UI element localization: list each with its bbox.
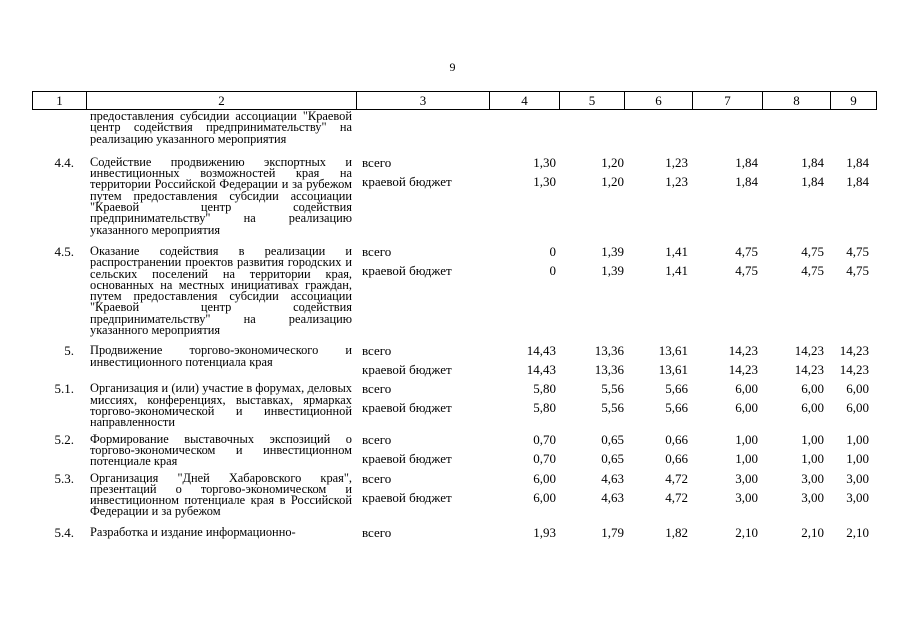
row-description: Формирование выставочных экспозиций о торгово-экономическом и инвестиционном потенциале края (90, 431, 352, 469)
value-column (830, 341, 877, 379)
amount-value: 0,70 (533, 450, 556, 466)
funding-source: всего (362, 243, 392, 259)
funding-source-column (356, 341, 489, 379)
amount-value: 5,66 (665, 381, 688, 397)
amount-value: 0 (549, 243, 556, 259)
budget-table (32, 91, 877, 542)
value-column (692, 523, 762, 542)
amount-value: 3,00 (735, 489, 758, 505)
amount-value: 4,63 (601, 489, 624, 505)
amount-value: 5,80 (533, 400, 556, 416)
row-number: 4.4. (54, 154, 74, 170)
amount-value: 14,23 (794, 343, 824, 359)
amount-value: 3,00 (846, 470, 869, 486)
row-number: 5.4. (54, 524, 74, 540)
funding-source: краевой бюджет (362, 489, 452, 505)
value-column (762, 523, 830, 542)
value-column (830, 430, 877, 468)
amount-value: 1,30 (533, 154, 556, 170)
amount-value: 4,75 (735, 262, 758, 278)
value-column (489, 523, 559, 542)
header-cell: 1 (32, 92, 86, 109)
value-column (692, 430, 762, 468)
header-cell: 7 (692, 92, 762, 109)
amount-value: 1,93 (533, 524, 556, 540)
amount-value: 2,10 (846, 524, 869, 540)
value-column (624, 341, 692, 379)
value-column (624, 523, 692, 542)
funding-source-column (356, 523, 489, 542)
row-number: 5.3. (54, 470, 74, 486)
value-column (489, 242, 559, 336)
amount-value: 5,66 (665, 400, 688, 416)
amount-value: 1,82 (665, 524, 688, 540)
amount-value: 4,75 (846, 262, 869, 278)
amount-value: 0,65 (601, 431, 624, 447)
amount-value: 3,00 (801, 489, 824, 505)
funding-source-column (356, 242, 489, 336)
value-column (692, 153, 762, 236)
header-cell: 3 (356, 92, 489, 109)
funding-source: всего (362, 343, 392, 359)
value-column (830, 379, 877, 428)
row-description: Оказание содействия в реализации и распространении проектов развития городских и сельских поселений на территории края, основанных на местных инициативах граждан, путем предоставления субсидии ассоциации "Краевой центр содействия предпринимательству" на реализацию указанного мероприятия (90, 243, 352, 338)
table-row (32, 242, 877, 341)
value-column (559, 469, 624, 518)
row-description: Организация и (или) участие в форумах, деловых миссиях, конференциях, выставках, ярмарках торгово-экономической и инвестиционной направленности (90, 381, 352, 430)
row-description: Содействие продвижению экспортных и инвестиционных возможностей края на территории Российской Федерации и за рубежом путем предоставления субсидии ассоциации "Краевой центр содействия предпринимательству" на реализацию указанного мероприятия (90, 154, 352, 237)
amount-value: 1,00 (801, 450, 824, 466)
amount-value: 14,43 (526, 362, 556, 378)
amount-value: 14,23 (794, 362, 824, 378)
amount-value: 1,23 (665, 154, 688, 170)
amount-value: 6,00 (801, 381, 824, 397)
row-number: 4.5. (54, 243, 74, 259)
amount-value: 14,43 (526, 343, 556, 359)
amount-value: 1,41 (665, 243, 688, 259)
value-column (624, 153, 692, 236)
value-column (559, 430, 624, 468)
amount-value: 1,39 (601, 262, 624, 278)
header-cell: 8 (762, 92, 830, 109)
amount-value: 3,00 (801, 470, 824, 486)
amount-value: 4,63 (601, 470, 624, 486)
amount-value: 1,39 (601, 243, 624, 259)
header-cell: 5 (559, 92, 624, 109)
row-number: 5.2. (54, 431, 74, 447)
amount-value: 13,61 (658, 343, 688, 359)
amount-value: 4,72 (665, 489, 688, 505)
amount-value: 6,00 (846, 381, 869, 397)
funding-source: всего (362, 154, 392, 170)
amount-value: 6,00 (533, 489, 556, 505)
value-column (489, 430, 559, 468)
amount-value: 1,79 (601, 524, 624, 540)
amount-value: 1,00 (735, 450, 758, 466)
amount-value: 1,30 (533, 173, 556, 189)
amount-value: 1,00 (846, 431, 869, 447)
page-number: 9 (449, 60, 456, 74)
table-row (32, 341, 877, 379)
funding-source: краевой бюджет (362, 262, 452, 278)
amount-value: 1,00 (846, 450, 869, 466)
amount-value: 4,75 (801, 243, 824, 259)
amount-value: 1,00 (735, 431, 758, 447)
value-column (624, 379, 692, 428)
value-column (624, 242, 692, 336)
amount-value: 1,20 (601, 154, 624, 170)
amount-value: 13,61 (658, 362, 688, 378)
amount-value: 4,72 (665, 470, 688, 486)
table-row (32, 523, 877, 542)
row-number: 5. (64, 343, 74, 359)
amount-value: 2,10 (801, 524, 824, 540)
amount-value: 0 (549, 262, 556, 278)
amount-value: 1,84 (735, 173, 758, 189)
value-column (559, 153, 624, 236)
amount-value: 1,00 (801, 431, 824, 447)
funding-source-column (356, 153, 489, 236)
amount-value: 5,56 (601, 400, 624, 416)
value-column (489, 469, 559, 518)
value-column (830, 242, 877, 336)
continuation-text: предоставления субсидии ассоциации "Краевой центр содействия предпринимательству" на реализацию указанного мероприятия (90, 109, 352, 146)
value-column (692, 379, 762, 428)
value-column (624, 469, 692, 518)
amount-value: 1,41 (665, 262, 688, 278)
row-description: Разработка и издание информационно- (90, 524, 296, 539)
amount-value: 6,00 (846, 400, 869, 416)
amount-value: 5,80 (533, 381, 556, 397)
funding-source: краевой бюджет (362, 450, 452, 466)
funding-source: всего (362, 381, 392, 397)
funding-source: краевой бюджет (362, 173, 452, 189)
table-header (32, 91, 877, 110)
table-row (32, 469, 877, 523)
amount-value: 1,84 (846, 173, 869, 189)
value-column (762, 379, 830, 428)
value-column (762, 153, 830, 236)
value-column (489, 379, 559, 428)
table-row (32, 430, 877, 469)
value-column (559, 379, 624, 428)
value-column (692, 242, 762, 336)
value-column (559, 523, 624, 542)
header-cell: 6 (624, 92, 692, 109)
amount-value: 1,84 (846, 154, 869, 170)
amount-value: 6,00 (735, 400, 758, 416)
continuation-row (32, 110, 877, 153)
row-description: Организация "Дней Хабаровского края", презентаций о торгово-экономическом и инвестиционном потенциале края в Российской Федерации и за рубежом (90, 470, 352, 519)
funding-source: всего (362, 470, 392, 486)
value-column (559, 242, 624, 336)
amount-value: 6,00 (533, 470, 556, 486)
amount-value: 13,36 (594, 362, 624, 378)
funding-source-column (356, 430, 489, 468)
amount-value: 1,84 (801, 154, 824, 170)
amount-value: 14,23 (728, 362, 758, 378)
value-column (830, 523, 877, 542)
value-column (489, 341, 559, 379)
amount-value: 5,56 (601, 381, 624, 397)
amount-value: 4,75 (801, 262, 824, 278)
amount-value: 6,00 (735, 381, 758, 397)
row-number: 5.1. (54, 381, 74, 397)
row-description: Продвижение торгово-экономического и инвестиционного потенциала края (90, 343, 352, 369)
funding-source: краевой бюджет (362, 400, 452, 416)
amount-value: 3,00 (735, 470, 758, 486)
value-column (830, 153, 877, 236)
amount-value: 1,84 (735, 154, 758, 170)
table-row (32, 379, 877, 429)
value-column (692, 469, 762, 518)
funding-source: всего (362, 431, 392, 447)
amount-value: 4,75 (846, 243, 869, 259)
table-row (32, 153, 877, 242)
amount-value: 6,00 (801, 400, 824, 416)
value-column (762, 341, 830, 379)
value-column (762, 469, 830, 518)
funding-source-column (356, 469, 489, 518)
value-column (762, 242, 830, 336)
amount-value: 4,75 (735, 243, 758, 259)
amount-value: 0,70 (533, 431, 556, 447)
amount-value: 1,20 (601, 173, 624, 189)
header-cell: 9 (830, 92, 877, 109)
value-column (692, 341, 762, 379)
value-column (762, 430, 830, 468)
amount-value: 0,66 (665, 450, 688, 466)
value-column (559, 341, 624, 379)
value-column (489, 153, 559, 236)
amount-value: 2,10 (735, 524, 758, 540)
header-cell: 2 (86, 92, 356, 109)
funding-source-column (356, 379, 489, 428)
amount-value: 14,23 (728, 343, 758, 359)
funding-source: всего (362, 524, 392, 540)
amount-value: 14,23 (839, 343, 869, 359)
amount-value: 0,65 (601, 450, 624, 466)
amount-value: 0,66 (665, 431, 688, 447)
value-column (624, 430, 692, 468)
funding-source: краевой бюджет (362, 362, 452, 378)
amount-value: 14,23 (839, 362, 869, 378)
amount-value: 1,23 (665, 173, 688, 189)
amount-value: 1,84 (801, 173, 824, 189)
amount-value: 3,00 (846, 489, 869, 505)
amount-value: 13,36 (594, 343, 624, 359)
value-column (830, 469, 877, 518)
header-cell: 4 (489, 92, 559, 109)
